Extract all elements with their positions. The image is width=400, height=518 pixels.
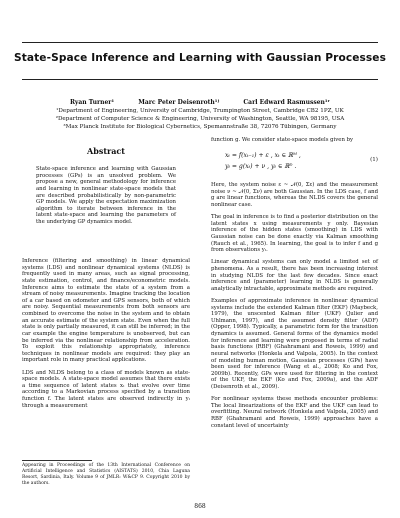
author-names <box>0 99 400 107</box>
abstract-heading: Abstract <box>87 146 125 156</box>
title-rule-bottom <box>22 79 378 80</box>
equation-1 <box>211 149 378 175</box>
equation-number: (1) <box>370 157 378 163</box>
body-paragraph: Here, the system noise ε ~ 𝒩(0, Σε) and the measurement noise ν ~ 𝒩(0, Σν) are both Gaussian. In the LDS case, f and g are linear functions, whereas the NLDS covers the general nonlinear case. <box>211 182 378 208</box>
affiliation: ³Max Planck Institute for Biological Cybernetics, Spemannstraße 38, 72076 Tübingen, Germany <box>63 124 337 130</box>
right-intro: function g. We consider state-space models given by <box>211 137 354 143</box>
equation-line: yₜ = g(xₜ) + ν , yₜ ∈ ℝᴰ . <box>225 163 297 170</box>
body-paragraph: The goal in inference is to find a posterior distribution on the latent states x using measurements y only. Bayesian inference of the hidden states (smoothing) in LDS with Gaussian noise can be done exactly via Kalman smoothing (Rauch et al., 1965). In learning, the goal is to infer f and g from observations yₜ. <box>211 214 378 254</box>
affiliation: ²Department of Computer Science & Engineering, University of Washington, Seattle, WA 98195, USA <box>55 116 345 122</box>
footnote: Appearing in Proceedings of the 13th International Conference on Artificial Intelligence and Statistics (AISTATS) 2010, Chia Laguna Resort, Sardinia, Italy. Volume 9 of JMLR: W&CP 9. Copyright 2010 by the authors. <box>22 463 190 486</box>
author-block <box>0 99 400 131</box>
body-paragraph: Linear dynamical systems can only model a limited set of phenomena. As a result, there has been increasing interest in studying NLDS for the last few decades. Since exact inference and (parameter) learning in NLDS is generally analytically intractable, approximate methods are required. <box>211 259 378 292</box>
body-paragraph: Examples of approximate inference in nonlinear dynamical systems include the extended Kalman filter (EKF) (Maybeck, 1979), the unscented Kalman filter (UKF) (Julier and Uhlmann, 1997), and the assumed density filter (ADF) (Opper, 1998). Typically, a parametric form for the transition dynamics is assumed. General forms of the dynamics model for inference and learning were proposed in terms of radial basis functions (RBF) (Ghahramani and Roweis, 1999) and neural networks (Honkela and Valpola, 2005). In the context of modeling human motion, Gaussian processes (GPs) have been used for inference (Wang et al., 2008; Ko and Fox, 2009b). Recently, GPs were used for filtering in the context of the UKF, the EKF (Ko and Fox, 2009a), and the ADF (Deisenroth et al., 2009). <box>211 297 378 390</box>
page-number: 868 <box>194 503 206 510</box>
affiliation: ¹Department of Engineering, University of Cambridge, Trumpington Street, Cambridge CB2 1PZ, UK <box>56 108 344 114</box>
equation-line: xₜ = f(xₜ₋₁) + ε , xₜ ∈ ℝᴹ , <box>225 152 301 159</box>
abstract-text: State-space inference and learning with Gaussian processes (GPs) is an unsolved problem. We propose a new, general methodology for inference and learning in nonlinear state-space models that are described probabilistically by non-parametric GP models. We apply the expectation maximization algorithm to iterate between inference in the latent state-space and learning the parameters of the underlying GP dynamics model. <box>36 166 176 225</box>
body-paragraph: LDS and NLDS belong to a class of models known as state-space models. A state-space model assumes that there exists a time sequence of latent states xₜ that evolve over time according to a Markovian process specified by a transition function f. The latent states are observed indirectly in yₜ through a measurement <box>22 369 190 409</box>
author-name: Carl Edward Rasmussen¹ʳ <box>243 99 331 106</box>
author-name: Marc Peter Deisenroth¹ʲ <box>138 99 220 106</box>
author-name: Ryan Turner¹ <box>69 99 115 106</box>
body-paragraph: For nonlinear systems these methods encounter problems: The local linearizations of the EKF and the UKF can lead to overfitting. Neural network (Honkela and Valpola, 2005) and RBF (Ghahramani and Roweis, 1999) approaches have a constant level of uncertainty <box>211 396 378 429</box>
body-paragraph: Inference (filtering and smoothing) in linear dynamical systems (LDS) and nonlinear dynamical systems (NLDS) is frequently used in many areas, such as signal processing, state estimation, control, and finance/econometric models. Inference aims to estimate the state of a system from a stream of noisy measurements. Imagine tracking the location of a car based on odometer and GPS sensors, both of which are noisy. Sequential measurements from both sensors are combined to overcome the noise in the system and to obtain an accurate estimate of the system state. Even when the full state is only partially measured, it can still be inferred; in the car example the engine temperature is unobserved, but can be inferred via the nonlinear relationship from acceleration. To exploit this relationship appropriately, inference techniques in nonlinear models are required: they play an important role in many practical applications. <box>22 258 190 364</box>
title-rule-top <box>22 42 378 43</box>
left-column-body <box>22 258 190 409</box>
footnote-rule <box>22 460 92 461</box>
right-column-body <box>211 182 378 429</box>
paper-title: State-Space Inference and Learning with Gaussian Processes <box>14 52 386 64</box>
